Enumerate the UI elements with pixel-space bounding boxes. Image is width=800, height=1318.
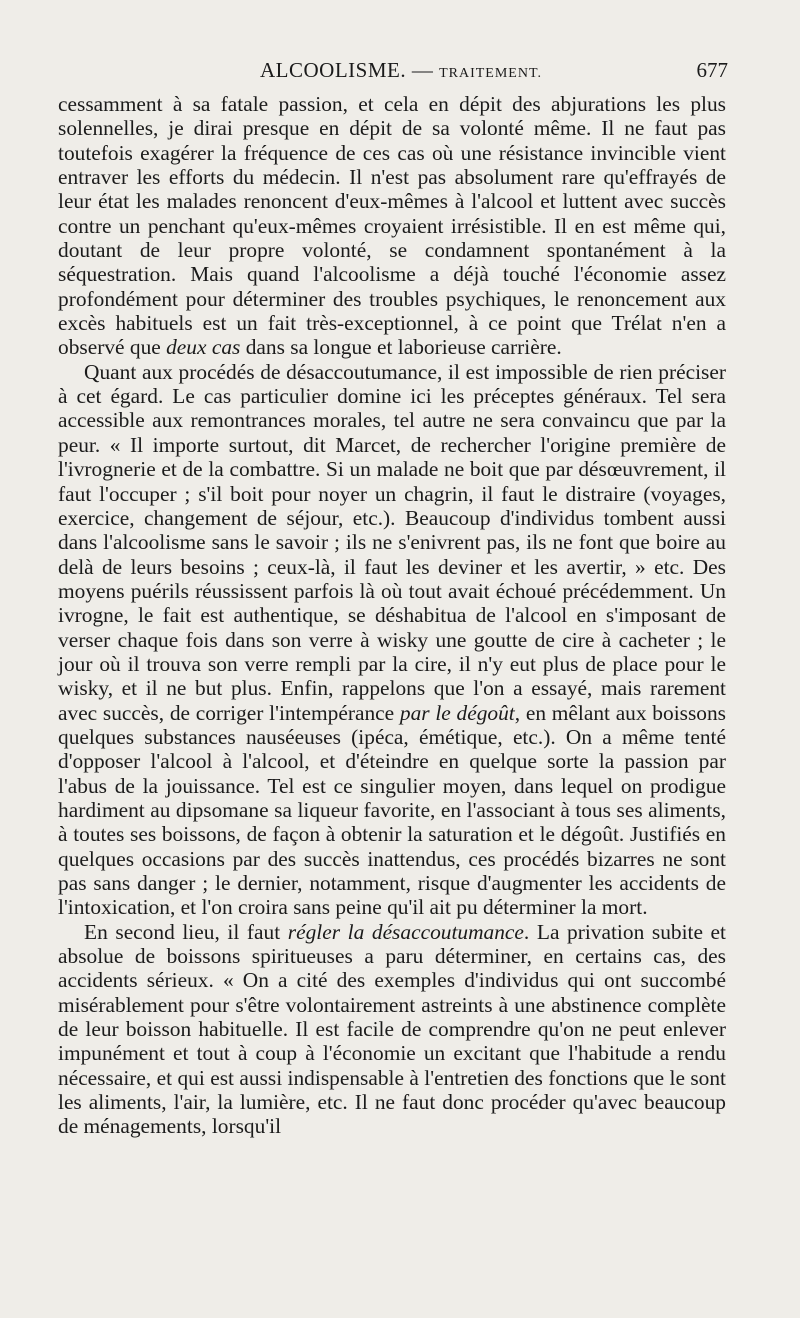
text-run: cessamment à sa fatale passion, et cela en dépit des abjurations les plus solennelles, je dirai presque en dépit de sa volonté même. Il ne faut pas toutefois exagérer la fréquence de ces cas où une résistance invincible vient entraver les efforts du médecin. Il n'est pas absolument rare qu'effrayés de leur état les malades renoncent d'eux-mêmes à l'alcool et luttent avec succès contre un penchant qu'eux-mêmes croyaient irrésistible. Il en est même qui, doutant de leur propre volonté, se condamnent spontanément à la séquestration. Mais quand l'alcoolisme a déjà touché l'économie assez profondément pour déterminer des troubles psychiques, le renoncement aux excès habituels est un fait très-exceptionnel, à ce point que Trélat n'en a observé que: [58, 92, 726, 360]
italic-text: deux cas: [166, 335, 241, 360]
italic-text: par le dégoût: [399, 700, 515, 725]
paragraph: [58, 360, 726, 920]
text-run: En second lieu, il faut: [84, 919, 288, 944]
text-run: Quant aux procédés de désaccoutumance, il est impossible de rien préciser à cet égard. Le cas particulier domine ici les préceptes généraux. Tel sera accessible aux remontrances morales, tel autre ne sera convaincu que par la peur. « Il importe surtout, dit Marcet, de rechercher l'origine première de l'ivrognerie et de la combattre. Si un malade ne boit que par désœuvrement, il faut l'occuper ; s'il boit pour noyer un chagrin, il faut le distraire (voyages, exercice, changement de séjour, etc.). Beaucoup d'individus tombent aussi dans l'alcoolisme sans le savoir ; ils ne s'enivrent pas, ils ne font que boire au delà de leurs besoins ; ceux-là, il faut les deviner et les avertir, » etc. Des moyens puérils réussissent parfois là où tout avait échoué précédemment. Un ivrogne, le fait est authentique, se déshabitua de l'alcool en s'imposant de verser chaque fois dans son verre à wisky une goutte de cire à cacheter ; le jour où il trouva son verre rempli par la cire, il n'y eut plus de place pour le wisky, et il ne but plus. Enfin, rappelons que l'on a essayé, mais rarement avec succès, de corriger l'intempérance: [58, 359, 726, 725]
text-run: , en mêlant aux boissons quelques substances nauséeuses (ipéca, émétique, etc.). On a même tenté d'opposer l'alcool à l'alcool, et d'éteindre en quelque sorte la passion par l'abus de la jouissance. Tel est ce singulier moyen, dans lequel on prodigue hardiment au dipsomane sa liqueur favorite, en l'associant à tous ses aliments, à toutes ses boissons, de façon à obtenir la saturation et le dégoût. Justifiés en quelques occasions par des succès inattendus, ces procédés bizarres ne sont pas sans danger ; le dernier, notamment, risque d'augmenter les accidents de l'intoxication, et l'on croira sans peine qu'il ait pu déterminer la mort.: [58, 700, 727, 920]
page-number: 677: [696, 58, 728, 82]
body-text: [58, 92, 726, 1139]
text-run: . La privation subite et absolue de boissons spiritueuses a paru déterminer, en certains cas, des accidents sérieux. « On a cité des exemples d'individus qui ont succombé misérablement pour s'être volontairement astreints à une abstinence complète de leur boisson habituelle. Il est facile de comprendre qu'on ne peut enlever impunément et tout à coup à l'économie un excitant que l'habitude a rendu nécessaire, et qui est aussi indispensable à l'entretien des fonctions que le sont les aliments, l'air, la lumière, etc. Il ne faut donc procéder qu'avec beaucoup de ménagements, lorsqu'il: [58, 919, 726, 1139]
text-run: dans sa longue et laborieuse carrière.: [240, 335, 562, 360]
running-title-main: ALCOOLISME. —: [260, 58, 434, 82]
running-title-sub: TRAITEMENT.: [439, 66, 542, 81]
italic-text: régler la désaccoutumance: [287, 919, 524, 944]
paragraph: [58, 92, 726, 360]
running-title: [260, 58, 542, 83]
running-header: [60, 58, 728, 90]
paragraph: [58, 920, 726, 1139]
